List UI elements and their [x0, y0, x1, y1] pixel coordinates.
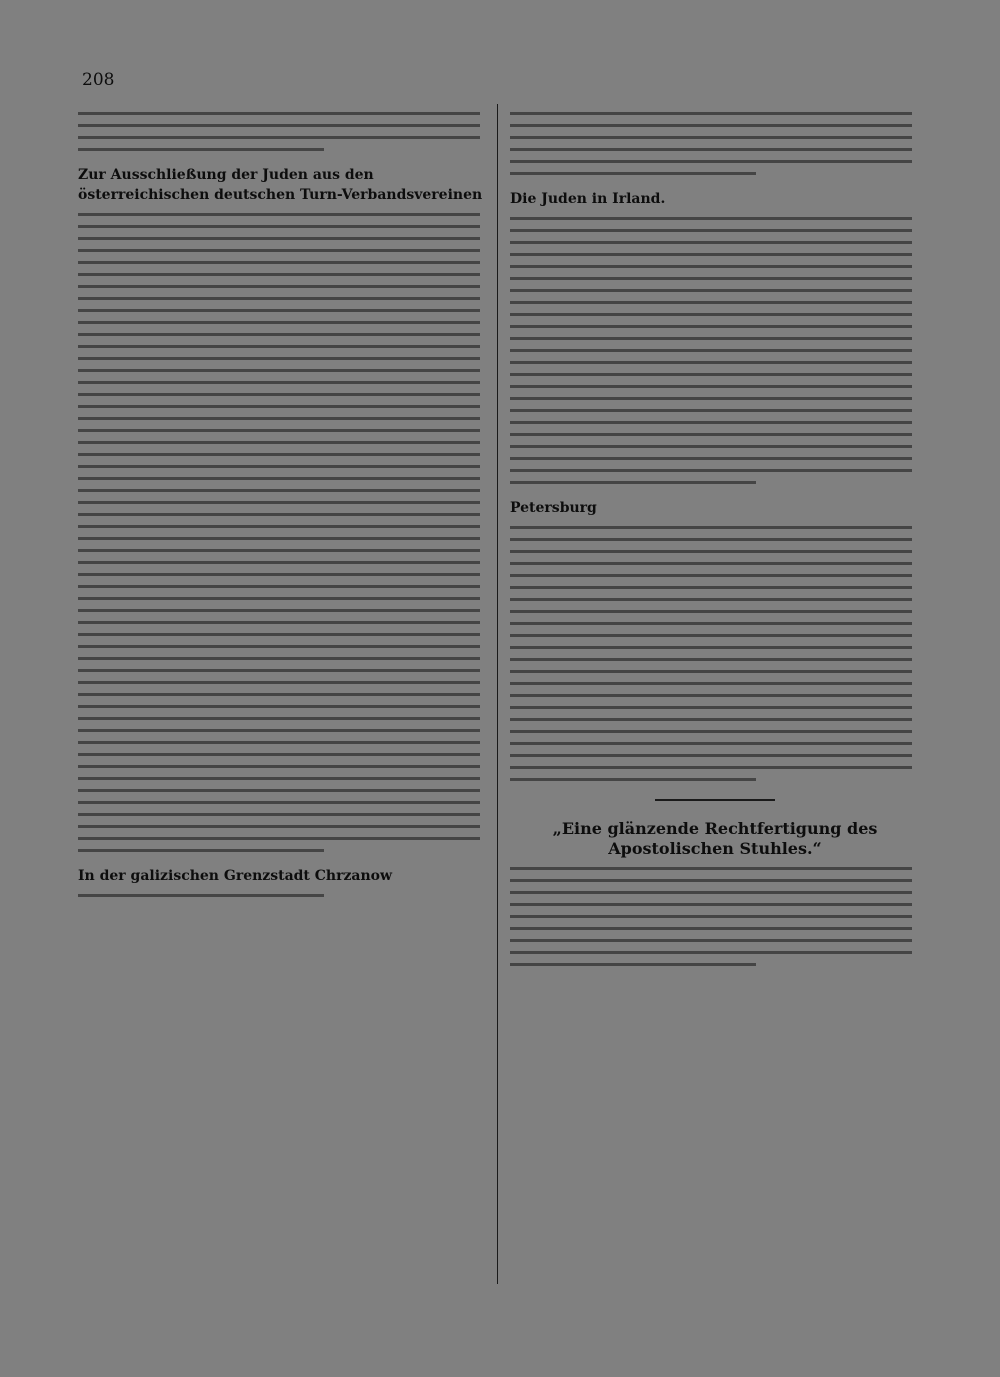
- text-line-placeholder: [510, 136, 912, 139]
- text-line-placeholder: [510, 718, 912, 721]
- text-line-placeholder: [510, 622, 912, 625]
- text-line-placeholder: [78, 321, 480, 324]
- text-line-placeholder: [510, 421, 912, 424]
- text-line-placeholder: [510, 385, 912, 388]
- text-line-placeholder: [78, 789, 480, 792]
- text-line-placeholder: [510, 694, 912, 697]
- text-line-placeholder: [78, 441, 480, 444]
- illegible-body-text: [78, 894, 488, 897]
- text-line-placeholder: [78, 621, 480, 624]
- text-line-placeholder: [78, 849, 324, 852]
- text-line-placeholder: [510, 742, 912, 745]
- text-line-placeholder: [78, 801, 480, 804]
- text-line-placeholder: [510, 112, 912, 115]
- text-line-placeholder: [510, 682, 912, 685]
- text-line-placeholder: [510, 658, 912, 661]
- illegible-body-text: [510, 112, 920, 175]
- text-line-placeholder: [78, 597, 480, 600]
- text-line-placeholder: [510, 891, 912, 894]
- text-line-placeholder: [78, 753, 480, 756]
- text-line-placeholder: [78, 417, 480, 420]
- text-line-placeholder: [510, 148, 912, 151]
- illegible-body-text: [78, 112, 488, 151]
- article-heading: In der galizischen Grenzstadt Chrzanow: [78, 868, 393, 884]
- text-line-placeholder: [78, 693, 480, 696]
- text-line-placeholder: [510, 903, 912, 906]
- text-line-placeholder: [510, 574, 912, 577]
- text-line-placeholder: [510, 313, 912, 316]
- text-line-placeholder: [510, 337, 912, 340]
- illegible-body-text: [510, 867, 920, 966]
- text-line-placeholder: [78, 213, 480, 216]
- article-section: [78, 866, 488, 897]
- text-line-placeholder: [78, 369, 480, 372]
- text-line-placeholder: [510, 373, 912, 376]
- text-line-placeholder: [78, 225, 480, 228]
- article-heading: „Eine glänzende Rechtfertigung des Apostolischen Stuhles.“: [552, 819, 878, 858]
- article-section: [78, 112, 488, 151]
- text-line-placeholder: [78, 136, 480, 139]
- text-line-placeholder: [78, 633, 480, 636]
- text-line-placeholder: [510, 879, 912, 882]
- text-line-placeholder: [510, 730, 912, 733]
- text-line-placeholder: [510, 433, 912, 436]
- text-line-placeholder: [510, 172, 756, 175]
- right-column: [510, 104, 920, 980]
- text-line-placeholder: [78, 333, 480, 336]
- text-line-placeholder: [510, 963, 756, 966]
- text-line-placeholder: [510, 409, 912, 412]
- text-line-placeholder: [78, 345, 480, 348]
- text-line-placeholder: [78, 537, 480, 540]
- text-line-placeholder: [78, 357, 480, 360]
- text-line-placeholder: [78, 273, 480, 276]
- text-line-placeholder: [510, 634, 912, 637]
- text-line-placeholder: [78, 477, 480, 480]
- article-section: [78, 165, 488, 852]
- section-rule: [655, 799, 775, 801]
- text-line-placeholder: [510, 550, 912, 553]
- text-line-placeholder: [510, 598, 912, 601]
- text-line-placeholder: [78, 894, 324, 897]
- text-line-placeholder: [510, 481, 756, 484]
- text-line-placeholder: [510, 951, 912, 954]
- text-line-placeholder: [510, 469, 912, 472]
- text-line-placeholder: [78, 249, 480, 252]
- text-line-placeholder: [510, 778, 756, 781]
- text-line-placeholder: [78, 148, 324, 151]
- text-line-placeholder: [78, 237, 480, 240]
- text-line-placeholder: [510, 241, 912, 244]
- text-line-placeholder: [510, 562, 912, 565]
- text-line-placeholder: [78, 112, 480, 115]
- text-line-placeholder: [510, 610, 912, 613]
- text-line-placeholder: [510, 124, 912, 127]
- text-line-placeholder: [510, 397, 912, 400]
- text-line-placeholder: [510, 706, 912, 709]
- illegible-body-text: [510, 217, 920, 484]
- text-line-placeholder: [78, 765, 480, 768]
- text-line-placeholder: [510, 939, 912, 942]
- text-line-placeholder: [78, 501, 480, 504]
- article-heading: Zur Ausschließung der Juden aus den österreichischen deutschen Turn-Verbandsvereinen: [78, 167, 483, 203]
- page-number: 208: [82, 70, 115, 90]
- text-line-placeholder: [78, 489, 480, 492]
- text-line-placeholder: [78, 549, 480, 552]
- text-line-placeholder: [78, 261, 480, 264]
- text-line-placeholder: [78, 825, 480, 828]
- text-line-placeholder: [78, 525, 480, 528]
- text-line-placeholder: [510, 754, 912, 757]
- text-line-placeholder: [510, 670, 912, 673]
- text-line-placeholder: [78, 465, 480, 468]
- text-line-placeholder: [78, 681, 480, 684]
- text-line-placeholder: [78, 429, 480, 432]
- text-line-placeholder: [78, 741, 480, 744]
- text-line-placeholder: [510, 766, 912, 769]
- illegible-body-text: [510, 526, 920, 781]
- text-line-placeholder: [78, 453, 480, 456]
- text-line-placeholder: [510, 229, 912, 232]
- article-section: [510, 498, 920, 781]
- text-line-placeholder: [78, 657, 480, 660]
- text-line-placeholder: [510, 277, 912, 280]
- text-line-placeholder: [510, 538, 912, 541]
- text-line-placeholder: [78, 285, 480, 288]
- text-line-placeholder: [78, 381, 480, 384]
- text-line-placeholder: [510, 265, 912, 268]
- text-line-placeholder: [510, 217, 912, 220]
- text-line-placeholder: [510, 526, 912, 529]
- text-line-placeholder: [78, 729, 480, 732]
- text-line-placeholder: [510, 349, 912, 352]
- text-line-placeholder: [510, 325, 912, 328]
- article-heading: Petersburg: [510, 500, 597, 516]
- text-line-placeholder: [510, 160, 912, 163]
- text-line-placeholder: [78, 585, 480, 588]
- text-line-placeholder: [510, 445, 912, 448]
- text-line-placeholder: [510, 301, 912, 304]
- text-line-placeholder: [78, 705, 480, 708]
- text-line-placeholder: [510, 586, 912, 589]
- text-line-placeholder: [510, 457, 912, 460]
- text-line-placeholder: [510, 253, 912, 256]
- article-section: [510, 189, 920, 484]
- text-line-placeholder: [78, 717, 480, 720]
- text-line-placeholder: [78, 813, 480, 816]
- text-line-placeholder: [510, 361, 912, 364]
- text-line-placeholder: [78, 124, 480, 127]
- column-divider: [497, 104, 498, 1284]
- text-line-placeholder: [78, 645, 480, 648]
- text-line-placeholder: [78, 405, 480, 408]
- text-line-placeholder: [510, 927, 912, 930]
- text-line-placeholder: [78, 609, 480, 612]
- text-line-placeholder: [78, 669, 480, 672]
- text-line-placeholder: [510, 915, 912, 918]
- text-line-placeholder: [78, 777, 480, 780]
- left-column: [78, 104, 488, 911]
- text-line-placeholder: [78, 309, 480, 312]
- text-line-placeholder: [510, 646, 912, 649]
- text-line-placeholder: [510, 867, 912, 870]
- text-line-placeholder: [78, 573, 480, 576]
- text-line-placeholder: [78, 393, 480, 396]
- text-line-placeholder: [78, 837, 480, 840]
- text-line-placeholder: [510, 289, 912, 292]
- text-line-placeholder: [78, 561, 480, 564]
- article-section: [510, 112, 920, 175]
- text-line-placeholder: [78, 297, 480, 300]
- text-line-placeholder: [78, 513, 480, 516]
- article-heading: Die Juden in Irland.: [510, 191, 666, 207]
- article-section: [510, 819, 920, 966]
- illegible-body-text: [78, 213, 488, 852]
